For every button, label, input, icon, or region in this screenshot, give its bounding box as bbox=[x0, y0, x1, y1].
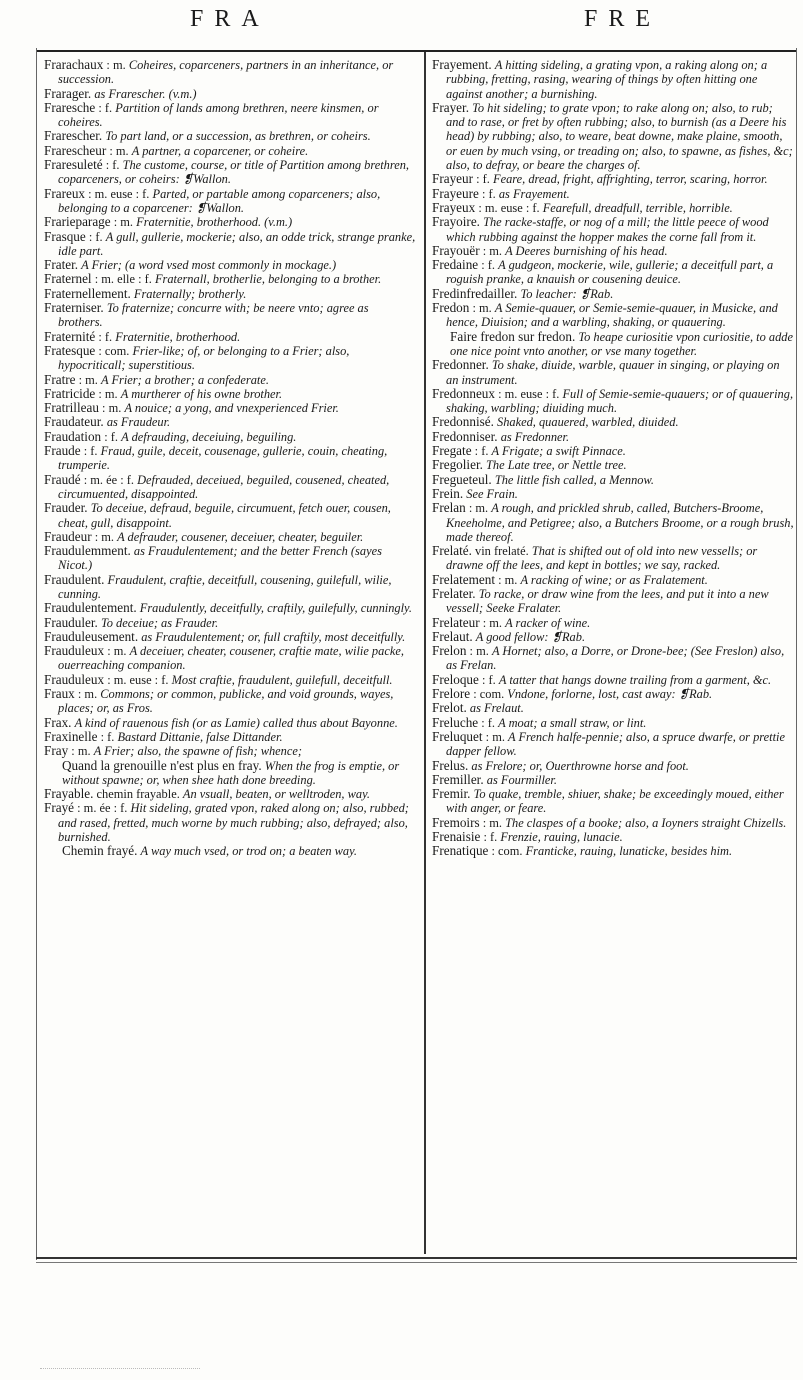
entry-headword: Fraudation bbox=[44, 428, 102, 444]
entry-headword: Frelatement bbox=[432, 571, 495, 587]
entry-grammar: : m. bbox=[472, 301, 492, 316]
entry-grammar: : com. bbox=[473, 687, 505, 702]
entry-definition: Fraternally; brotherly. bbox=[133, 286, 247, 301]
entry-headword: Frauduler. bbox=[44, 614, 98, 630]
entry-grammar: chemin frayable. bbox=[96, 787, 180, 802]
entry-definition: A defrauder, cousener, deceiuer, cheater, beguiler. bbox=[117, 529, 364, 544]
dictionary-entry bbox=[432, 787, 794, 816]
entry-headword: Fraterniser. bbox=[44, 300, 104, 316]
dictionary-entry bbox=[44, 673, 416, 687]
entry-headword: Frauduleux bbox=[44, 671, 105, 687]
entry-headword: Frayement. bbox=[432, 57, 492, 72]
entry-headword: Quand la grenouille n'est plus en fray. bbox=[62, 757, 262, 773]
entry-headword: Fredaine bbox=[432, 257, 479, 273]
entry-definition: Vndone, forlorne, lost, cast away: ❡Rab. bbox=[507, 687, 713, 702]
entry-definition: A good fellow: ❡Rab. bbox=[475, 629, 586, 644]
entry-definition: A Frier; a brother; a confederate. bbox=[101, 372, 269, 387]
entry-headword: Frauduleusement. bbox=[44, 628, 139, 644]
dictionary-entry bbox=[44, 58, 416, 87]
entry-headword: Frelaté. bbox=[432, 543, 472, 559]
dictionary-entry bbox=[44, 444, 416, 473]
dictionary-entry bbox=[432, 544, 794, 573]
entry-grammar: : f. bbox=[100, 729, 115, 744]
entry-headword: Fredinfredailler. bbox=[432, 285, 518, 301]
dictionary-entry bbox=[432, 430, 794, 444]
entry-definition: A Semie-quauer, or Semie-semie-quauer, in Musicke, and hence, Diuision; and a warbling, shaking, or quauering. bbox=[446, 301, 778, 330]
entry-definition: To hit sideling; to grate vpon; to rake along on; also, to rub; and to rase, or fret by often rubbing; also, to burnish (as a Deere his head) by rubbing; also, to weare, beat downe, make plaine, smooth, or euen by much vsing, or treading on; also, to spawne, as fishes, &c; also, to defray, or beare the charges of. bbox=[446, 100, 793, 173]
entry-grammar: : m. bbox=[469, 644, 489, 659]
dictionary-entry bbox=[44, 101, 416, 130]
entry-headword: Frein. bbox=[432, 485, 464, 501]
footer-rule bbox=[36, 1257, 797, 1259]
dictionary-entry bbox=[432, 244, 794, 258]
dictionary-entry bbox=[44, 187, 416, 216]
dictionary-entry bbox=[44, 344, 416, 373]
dictionary-entry bbox=[432, 687, 794, 701]
entry-headword: Frayeux bbox=[432, 199, 476, 215]
entry-definition: A rough, and prickled shrub, called, Butchers-Broome, Kneeholme, and Petigree; also, a Butchers Broome, or a rough brush, made thereof. bbox=[446, 501, 794, 544]
entry-grammar: : m. bbox=[468, 501, 489, 516]
entry-grammar: : m. bbox=[482, 243, 502, 258]
dictionary-entry bbox=[432, 701, 794, 715]
dictionary-entry bbox=[432, 644, 794, 673]
entry-definition: A nouice; a yong, and vnexperienced Frier. bbox=[124, 401, 339, 416]
entry-headword: Frayeur bbox=[432, 171, 474, 187]
entry-definition: as Frayement. bbox=[498, 186, 570, 201]
entry-definition: To fraternize; concurre with; be neere vnto; agree as brothers. bbox=[58, 301, 369, 330]
entry-headword: Frayeure bbox=[432, 185, 479, 201]
entry-definition: as Fraudulentement; and the better French (sayes Nicot.) bbox=[58, 544, 382, 573]
dictionary-entry bbox=[44, 687, 416, 716]
entry-definition: Most craftie, fraudulent, guilefull, deceitfull. bbox=[171, 672, 393, 687]
entry-definition: A Frier; also, the spawne of fish; whence; bbox=[93, 744, 303, 759]
entry-headword: Frayé bbox=[44, 800, 75, 816]
dictionary-entry bbox=[44, 387, 416, 401]
entry-definition: To shake, diuide, warble, quauer in singing, or playing on an instrument. bbox=[446, 358, 780, 387]
dictionary-entry bbox=[432, 473, 794, 487]
entry-headword: Faire fredon sur fredon. bbox=[450, 328, 576, 344]
entry-headword: Fredonnisé. bbox=[432, 414, 494, 430]
entry-definition: A Deeres burnishing of his head. bbox=[505, 243, 668, 258]
dictionary-entry bbox=[432, 630, 794, 644]
entry-grammar: : f. bbox=[481, 258, 496, 273]
column-divider bbox=[424, 52, 426, 1254]
entry-grammar: : com. bbox=[491, 844, 523, 859]
entry-definition: Commons; or common, publicke, and void grounds, wayes, places; or, as Fros. bbox=[58, 687, 394, 716]
dictionary-entry bbox=[432, 444, 794, 458]
entry-headword: Fraternité bbox=[44, 328, 96, 344]
dictionary-entry bbox=[432, 215, 794, 244]
entry-definition: A tatter that hangs downe trailing from a garment, &c. bbox=[498, 672, 772, 687]
dictionary-entry bbox=[44, 787, 416, 801]
entry-definition: A Hornet; also, a Dorre, or Drone-bee; (See Freslon) also, as Frelan. bbox=[446, 644, 785, 673]
entry-definition: as Fraudulentement; or, full craftily, most deceitfully. bbox=[141, 629, 406, 644]
dictionary-entry bbox=[432, 101, 794, 172]
dictionary-entry bbox=[432, 587, 794, 616]
entry-grammar: : f. bbox=[105, 158, 120, 173]
entry-definition: Fraternall, brotherlie, belonging to a brother. bbox=[154, 272, 382, 287]
entry-definition: The claspes of a booke; also, a Ioyners straight Chizells. bbox=[505, 815, 787, 830]
entry-headword: Chemin frayé. bbox=[62, 843, 138, 859]
entry-definition: A hitting sideling, a grating vpon, a raking along on; a rubbing, fretting, rasing, wearing of things by often hitting one against another; a burnishing. bbox=[446, 58, 768, 101]
dictionary-entry bbox=[432, 773, 794, 787]
entry-headword: Frayouër bbox=[432, 242, 480, 258]
dictionary-entry bbox=[432, 187, 794, 201]
entry-definition: as Frelore; or, Ouerthrowne horse and foot. bbox=[471, 758, 689, 773]
dictionary-entry bbox=[44, 501, 416, 530]
dictionary-entry bbox=[432, 458, 794, 472]
dictionary-entry bbox=[44, 129, 416, 143]
entry-headword: Fraudulent. bbox=[44, 571, 105, 587]
entry-definition: That is shifted out of old into new vessells; or drawne off the lees, and kept in bottles; we say, racked. bbox=[446, 544, 758, 573]
dictionary-entry bbox=[44, 573, 416, 602]
entry-headword: Fraudeur bbox=[44, 528, 92, 544]
entry-definition: The racke-staffe, or nog of a mill; the little peece of wood which rubbing against the hopper makes the corne fall from it. bbox=[446, 215, 769, 244]
entry-definition: A gudgeon, mockerie, wile, gullerie; a deceitfull part, a roguish pranke, a knauish or cousening deuice. bbox=[446, 258, 774, 287]
dictionary-entry bbox=[432, 573, 794, 587]
entry-definition: Parted, or partable among coparceners; also, belonging to a coparcener: ❡Wallon. bbox=[58, 186, 381, 215]
entry-headword: Frelot. bbox=[432, 700, 467, 716]
dictionary-entry bbox=[44, 144, 416, 158]
entry-definition: Frenzie, rauing, lunacie. bbox=[500, 830, 623, 845]
entry-definition: as Fredonner. bbox=[500, 429, 570, 444]
entry-definition: When the frog is emptie, or without spawne; or, when shee hath done breeding. bbox=[62, 758, 400, 787]
entry-definition: A Frier; (a word vsed most commonly in mockage.) bbox=[81, 258, 337, 273]
entry-definition: The Late tree, or Nettle tree. bbox=[486, 458, 627, 473]
entry-headword: Fratrilleau bbox=[44, 400, 99, 416]
entry-grammar: : m. bbox=[78, 372, 98, 387]
entry-definition: The little fish called, a Mennow. bbox=[494, 472, 654, 487]
entry-headword: Fraresche bbox=[44, 99, 96, 115]
dictionary-entry bbox=[44, 759, 416, 788]
entry-definition: A Frigate; a swift Pinnace. bbox=[491, 444, 626, 459]
entry-definition: To leacher: ❡Rab. bbox=[520, 286, 614, 301]
entry-headword: Frarieparage bbox=[44, 214, 111, 230]
entry-definition: To heape curiositie vpon curiositie, to adde one nice point vnto another, or vse many together. bbox=[450, 329, 793, 358]
dictionary-entry bbox=[44, 630, 416, 644]
entry-grammar: : m. elle : f. bbox=[94, 272, 152, 287]
entry-grammar: : f. bbox=[474, 444, 489, 459]
entry-definition: Shaked, quauered, warbled, diuided. bbox=[497, 415, 679, 430]
entry-headword: Fregueteul. bbox=[432, 471, 492, 487]
entry-headword: Fray bbox=[44, 743, 69, 759]
dictionary-entry bbox=[432, 358, 794, 387]
entry-definition: Frier-like; of, or belonging to a Frier; also, hypocriticall; superstitious. bbox=[58, 343, 350, 373]
entry-headword: Fraudulentement. bbox=[44, 600, 137, 616]
dictionary-entry bbox=[44, 301, 416, 330]
entry-headword: Frelaut. bbox=[432, 628, 473, 644]
entry-definition: The custome, course, or title of Partition among brethren, coparceners, or coheirs: ❡Wallon. bbox=[58, 158, 410, 187]
entry-grammar: : m. ée : f. bbox=[77, 801, 128, 816]
entry-definition: Feare, dread, fright, affrighting, terror, scaring, horror. bbox=[493, 172, 768, 187]
entry-definition: Coheires, coparceners, partners in an inheritance, or succession. bbox=[58, 58, 394, 87]
entry-definition: as Frelaut. bbox=[469, 701, 524, 716]
entry-headword: Frelon bbox=[432, 643, 467, 659]
dictionary-entry bbox=[44, 616, 416, 630]
entry-definition: as Frarescher. (v.m.) bbox=[94, 86, 197, 101]
entry-headword: Frelore bbox=[432, 686, 471, 702]
entry-definition: To part land, or a succession, as brethren, or coheirs. bbox=[105, 129, 371, 144]
entry-headword: Frayer. bbox=[432, 99, 469, 115]
left-border-rule bbox=[36, 48, 37, 1260]
entry-headword: Fraudulemment. bbox=[44, 543, 131, 559]
entry-headword: Frauder. bbox=[44, 500, 88, 516]
entry-grammar: : m. bbox=[102, 401, 122, 416]
dictionary-entry bbox=[44, 415, 416, 429]
entry-definition: See Frain. bbox=[466, 486, 518, 501]
entry-grammar: : f. bbox=[98, 100, 113, 115]
entry-grammar: : m. bbox=[498, 572, 518, 587]
entry-definition: as Fourmiller. bbox=[486, 772, 557, 787]
entry-grammar: : m. bbox=[485, 729, 505, 744]
entry-headword: Frareux bbox=[44, 185, 86, 201]
entry-grammar: : f. bbox=[481, 186, 496, 201]
dictionary-entry bbox=[432, 330, 794, 359]
entry-definition: Full of Semie-semie-quauers; or of quauering, shaking, warbling; diuiding much. bbox=[446, 386, 794, 416]
header-rule bbox=[36, 50, 797, 52]
entry-headword: Fredon bbox=[432, 300, 470, 316]
entry-definition: A French halfe-pennie; also, a spruce dwarfe, or prettie dapper fellow. bbox=[446, 729, 785, 759]
entry-grammar: : m. bbox=[482, 615, 502, 630]
dictionary-entry bbox=[432, 759, 794, 773]
entry-definition: A way much vsed, or trod on; a beaten way. bbox=[140, 844, 358, 859]
entry-definition: A defrauding, deceiuing, beguiling. bbox=[121, 429, 297, 444]
entry-headword: Fratre bbox=[44, 371, 76, 387]
footer-rule-thin bbox=[36, 1262, 797, 1263]
entry-grammar: : f. bbox=[481, 715, 496, 730]
entry-headword: Frayoire. bbox=[432, 214, 480, 230]
entry-headword: Fraternel bbox=[44, 271, 92, 287]
entry-headword: Freluquet bbox=[432, 728, 483, 744]
dictionary-entry bbox=[432, 716, 794, 730]
entry-grammar: : f. bbox=[98, 329, 113, 344]
dictionary-entry bbox=[44, 272, 416, 286]
dictionary-entry bbox=[44, 473, 416, 502]
entry-headword: Fraudé bbox=[44, 471, 81, 487]
bottom-margin-speckle bbox=[40, 1368, 200, 1371]
entry-grammar: : m. bbox=[482, 815, 503, 830]
entry-grammar: : m. bbox=[106, 58, 126, 72]
entry-definition: Fraternitie, brotherhood. (v.m.) bbox=[136, 215, 293, 230]
dictionary-entry bbox=[44, 215, 416, 229]
entry-headword: Frelateur bbox=[432, 614, 480, 630]
dictionary-entry bbox=[432, 387, 794, 416]
dictionary-entry bbox=[44, 230, 416, 259]
dictionary-entry bbox=[432, 415, 794, 429]
entry-definition: Hit sideling, grated vpon, raked along on; also, rubbed; and rased, fretted, much worne by much rubbing; also, defrayed; also, burnished. bbox=[58, 801, 409, 845]
dictionary-entry bbox=[44, 730, 416, 744]
entry-grammar: : f. bbox=[104, 429, 119, 444]
entry-definition: A gull, gullerie, mockerie; also, an odde trick, strange pranke, idle part. bbox=[58, 229, 416, 258]
guide-word-right: FRE bbox=[584, 6, 662, 32]
entry-headword: Fremiller. bbox=[432, 771, 484, 787]
entry-headword: Frarachaux bbox=[44, 57, 104, 72]
entry-definition: To deceiue, defraud, beguile, circumuent, fetch ouer, cousen, cheat, gull, disappoint. bbox=[58, 501, 391, 530]
entry-definition: Fraudulent, craftie, deceitfull, cousening, guilefull, wilie, cunning. bbox=[58, 572, 392, 601]
entry-headword: Fremoirs bbox=[432, 814, 480, 830]
entry-definition: Partition of lands among brethren, neere kinsmen, or coheires. bbox=[58, 100, 379, 130]
entry-headword: Frenaisie bbox=[432, 829, 481, 845]
entry-definition: A racker of wine. bbox=[505, 615, 591, 630]
entry-headword: Fraresuleté bbox=[44, 157, 103, 173]
entry-headword: Fraternellement. bbox=[44, 285, 131, 301]
entry-definition: A partner, a coparcener, or coheire. bbox=[131, 143, 309, 158]
dictionary-entry bbox=[432, 673, 794, 687]
entry-grammar: : m. bbox=[98, 386, 118, 401]
dictionary-entry bbox=[432, 816, 794, 830]
entry-headword: Fregate bbox=[432, 443, 472, 459]
entry-grammar: : m. bbox=[113, 215, 134, 230]
dictionary-entry bbox=[44, 258, 416, 272]
entry-definition: A moat; a small straw, or lint. bbox=[498, 715, 647, 730]
dictionary-entry bbox=[44, 373, 416, 387]
entry-headword: Fraxinelle bbox=[44, 728, 98, 744]
entry-headword: Frarescheur bbox=[44, 142, 107, 158]
entry-grammar: vin frelaté. bbox=[475, 544, 529, 559]
entry-definition: To deceiue; as Frauder. bbox=[100, 615, 219, 630]
entry-headword: Frelus. bbox=[432, 757, 469, 773]
entry-headword: Frarescher. bbox=[44, 128, 103, 144]
dictionary-entry bbox=[44, 844, 416, 858]
left-column bbox=[44, 58, 416, 859]
entry-headword: Freluche bbox=[432, 714, 479, 730]
right-border-rule bbox=[796, 48, 797, 1260]
entry-headword: Frelater. bbox=[432, 585, 476, 601]
entry-grammar: : f. bbox=[88, 229, 103, 244]
entry-headword: Frayable. bbox=[44, 786, 94, 802]
entry-grammar: : f. bbox=[476, 172, 490, 187]
entry-headword: Frenatique bbox=[432, 843, 489, 859]
entry-definition: Defrauded, deceiued, beguiled, cousened, cheated, circumuented, disappointed. bbox=[58, 472, 390, 501]
entry-grammar: : m. bbox=[107, 644, 127, 659]
entry-headword: Fraudateur. bbox=[44, 414, 104, 430]
guide-word-left: FRA bbox=[190, 6, 270, 32]
dictionary-entry bbox=[44, 544, 416, 573]
entry-headword: Fregolier. bbox=[432, 457, 483, 473]
entry-grammar: : m. bbox=[94, 529, 114, 544]
dictionary-entry bbox=[44, 87, 416, 101]
entry-grammar: : f. bbox=[483, 830, 498, 845]
entry-headword: Fratesque bbox=[44, 342, 96, 358]
entry-definition: as Fraudeur. bbox=[106, 415, 171, 430]
entry-headword: Frax. bbox=[44, 714, 72, 730]
dictionary-entry bbox=[432, 172, 794, 186]
entry-grammar: : m. bbox=[71, 744, 91, 759]
entry-headword: Fredonniser. bbox=[432, 428, 498, 444]
entry-grammar: : m. ée : f. bbox=[83, 472, 134, 487]
right-column bbox=[432, 58, 794, 859]
entry-definition: Fraud, guile, deceit, cousenage, gullerie, couin, cheating, trumperie. bbox=[58, 444, 388, 473]
dictionary-entry bbox=[44, 401, 416, 415]
dictionary-entry bbox=[44, 644, 416, 673]
dictionary-entry bbox=[44, 601, 416, 615]
entry-headword: Frater. bbox=[44, 257, 79, 273]
dictionary-entry bbox=[432, 501, 794, 544]
dictionary-entry bbox=[432, 830, 794, 844]
dictionary-entry bbox=[44, 430, 416, 444]
dictionary-entry bbox=[44, 530, 416, 544]
dictionary-entry bbox=[44, 716, 416, 730]
dictionary-entry bbox=[432, 201, 794, 215]
entry-grammar: : f. bbox=[83, 444, 98, 459]
entry-headword: Freloque bbox=[432, 671, 479, 687]
dictionary-entry bbox=[432, 487, 794, 501]
entry-grammar: : f. bbox=[482, 672, 496, 687]
entry-headword: Fraude bbox=[44, 443, 81, 459]
entry-grammar: : m. euse : f. bbox=[107, 672, 169, 687]
entry-definition: An vsuall, beaten, or welltroden, way. bbox=[182, 787, 371, 802]
entry-headword: Frarager. bbox=[44, 85, 92, 101]
page-header bbox=[36, 0, 797, 50]
entry-grammar: : m. euse : f. bbox=[88, 186, 150, 201]
dictionary-entry bbox=[432, 730, 794, 759]
entry-definition: Fraudulently, deceitfully, craftily, guilefully, cunningly. bbox=[139, 601, 412, 616]
entry-grammar: : com. bbox=[98, 343, 130, 358]
dictionary-entry bbox=[44, 801, 416, 844]
entry-definition: Fearefull, dreadfull, terrible, horrible. bbox=[542, 200, 733, 215]
dictionary-entry bbox=[432, 616, 794, 630]
entry-headword: Frasque bbox=[44, 228, 86, 244]
dictionary-entry bbox=[44, 744, 416, 758]
dictionary-entry bbox=[432, 301, 794, 330]
entry-definition: Bastard Dittanie, false Dittander. bbox=[117, 729, 283, 744]
dictionary-entry bbox=[44, 330, 416, 344]
dictionary-entry bbox=[44, 287, 416, 301]
dictionary-entry bbox=[432, 844, 794, 858]
entry-grammar: : m. euse : f. bbox=[478, 200, 540, 215]
entry-definition: To racke, or draw wine from the lees, and put it into a new vessell; Seeke Fralater. bbox=[446, 586, 769, 616]
entry-grammar: : m. euse : f. bbox=[498, 386, 560, 401]
entry-definition: A racking of wine; or as Fralatement. bbox=[520, 572, 708, 587]
dictionary-entry bbox=[432, 258, 794, 287]
entry-headword: Fremir. bbox=[432, 786, 471, 802]
entry-headword: Fratricide bbox=[44, 385, 96, 401]
dictionary-entry bbox=[432, 287, 794, 301]
entry-definition: To quake, tremble, shiuer, shake; be exceedingly moued, either with anger, or feare. bbox=[446, 787, 784, 816]
entry-headword: Fredonner. bbox=[432, 357, 489, 373]
dictionary-entry bbox=[432, 58, 794, 101]
entry-definition: A murtherer of his owne brother. bbox=[120, 386, 283, 401]
dictionary-entry bbox=[44, 158, 416, 187]
entry-definition: Fraternitie, brotherhood. bbox=[115, 329, 241, 344]
entry-grammar: : m. bbox=[77, 687, 98, 702]
entry-headword: Frauduleux bbox=[44, 643, 105, 659]
entry-headword: Fraux bbox=[44, 686, 75, 702]
entry-definition: A deceiuer, cheater, cousener, craftie mate, wilie packe, ouerreaching companion. bbox=[58, 644, 404, 673]
entry-headword: Fredonneux bbox=[432, 385, 495, 401]
entry-grammar: : m. bbox=[109, 143, 129, 158]
entry-definition: Franticke, rauing, lunaticke, besides him. bbox=[525, 844, 733, 859]
entry-definition: A kind of rauenous fish (or as Lamie) called thus about Bayonne. bbox=[74, 715, 398, 730]
entry-headword: Frelan bbox=[432, 500, 466, 516]
